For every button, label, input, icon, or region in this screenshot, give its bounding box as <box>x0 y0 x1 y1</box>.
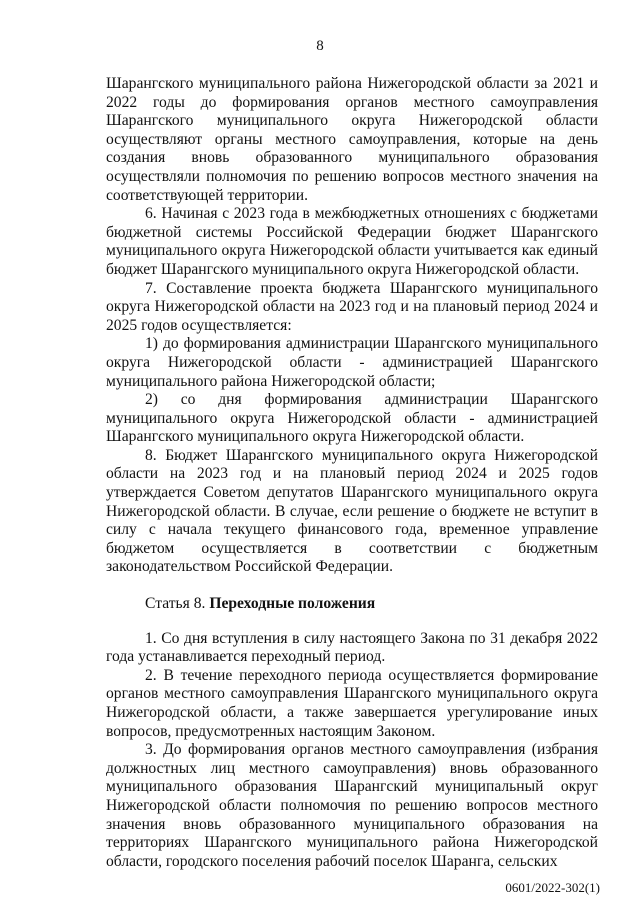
page-number: 8 <box>316 38 324 54</box>
article-paragraph-2: 2. В течение переходного периода осуществляется формирование органов местного самоуправления Шарангского муниципального округа Нижегородской области, а также завершается урегулирование иных вопросов, предусмотренных настоящим Законом. <box>106 666 598 740</box>
paragraph-continuation: Шарангского муниципального района Нижегородской области за 2021 и 2022 годы до формирования органов местного самоуправления Шарангского муниципального округа Нижегородской области осуществляют органы местного самоуправления, которые на день создания вновь образованного муниципального образования осуществляли полномочия по решению вопросов местного значения на соответствующей территории. <box>106 75 598 204</box>
paragraph-7-item-1: 1) до формирования администрации Шарангского муниципального округа Нижегородской области - администрацией Шарангского муниципального района Нижегородской области; <box>106 335 598 390</box>
article-paragraph-3: 3. До формирования органов местного самоуправления (избрания должностных лиц местного самоуправления) вновь образованного муниципального образования Шарангский муниципальный округ Нижегородской области полномочия по решению вопросов местного значения вновь образованного муниципального образования на территориях Шарангского муниципального района Нижегородской области, городского поселения рабочий поселок Шаранга, сельских <box>106 741 598 870</box>
document-body <box>106 75 598 871</box>
article-paragraph-1: 1. Со дня вступления в силу настоящего Закона по 31 декабря 2022 года устанавливается переходный период. <box>106 629 598 666</box>
paragraph-7: 7. Составление проекта бюджета Шарангского муниципального округа Нижегородской области на 2023 год и на плановый период 2024 и 2025 годов осуществляется: <box>106 279 598 334</box>
article-title: Переходные положения <box>209 595 376 613</box>
article-heading <box>106 595 598 614</box>
paragraph-7-item-2: 2) со дня формирования администрации Шарангского муниципального округа Нижегородской области - администрацией Шарангского муниципального округа Нижегородской области. <box>106 391 598 446</box>
document-code: 0601/2022-302(1) <box>505 880 600 895</box>
article-prefix: Статья 8. <box>145 595 210 613</box>
paragraph-6: 6. Начиная с 2023 года в межбюджетных отношениях с бюджетами бюджетной системы Российской Федерации бюджет Шарангского муниципального округа Нижегородской области учитывается как единый бюджет Шарангского муниципального округа Нижегородской области. <box>106 205 598 278</box>
paragraph-8: 8. Бюджет Шарангского муниципального округа Нижегородской области на 2023 год и на плановый период 2024 и 2025 годов утверждается Советом депутатов Шарангского муниципального округа Нижегородской области. В случае, если решение о бюджете не вступит в силу с начала текущего финансового года, временное управление бюджетом осуществляется в соответствии с бюджетным законодательством Российской Федерации. <box>106 446 598 576</box>
